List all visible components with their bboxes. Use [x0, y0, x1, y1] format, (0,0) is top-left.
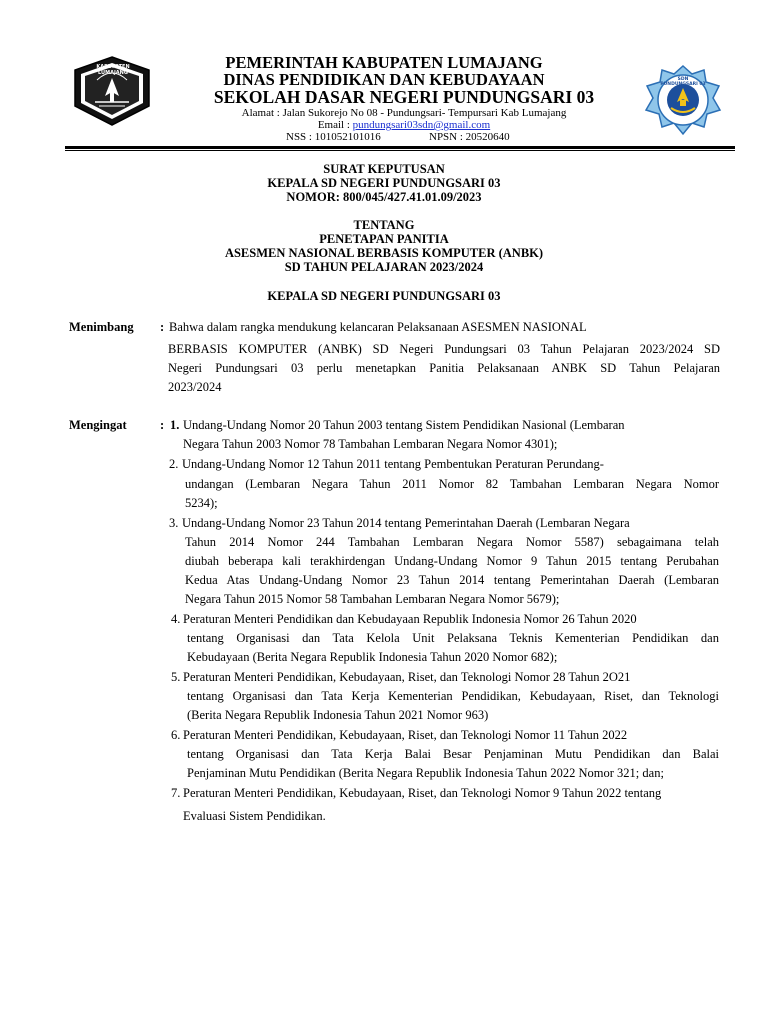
letterhead-address: Alamat : Jalan Sukorejo No 08 - Pundungsari- Tempursari Kab Lumajang — [241, 107, 567, 119]
mengingat-colon: : — [160, 418, 165, 432]
decree-subject-1: PENETAPAN PANITIA — [319, 232, 449, 246]
menimbang-colon: : — [160, 320, 165, 334]
mengingat-item-3-line-5: Negara Tahun 2015 Nomor 58 Tambahan Lembaran Negara Nomor 5679); — [185, 592, 560, 606]
mengingat-item-2-line-3: 5234); — [185, 496, 218, 510]
letterhead-nss: NSS : 101052101016 — [286, 131, 381, 143]
email-link[interactable]: pundungsari03sdn@gmail.com — [352, 119, 491, 131]
mengingat-item-5-line-1: Peraturan Menteri Pendidikan, Kebudayaan, Riset, dan Teknologi Nomor 28 Tahun 2O21 — [183, 670, 631, 684]
menimbang-line-1: Bahwa dalam rangka mendukung kelancaran Pelaksanaan ASESMEN NASIONAL — [169, 320, 587, 334]
mengingat-item-7-line-1: Peraturan Menteri Pendidikan, Kebudayaan, Riset, dan Teknologi Nomor 9 Tahun 2022 tentang — [183, 786, 662, 800]
menimbang-line-3: Negeri Pundungsari 03 perlu menetapkan Panitia Pelaksanaan ANBK SD Tahun Pelajaran — [168, 361, 720, 375]
mengingat-item-4-line-3: Kebudayaan (Berita Negara Republik Indonesia Tahun 2020 Nomor 682); — [187, 650, 558, 664]
menimbang-label: Menimbang — [69, 320, 134, 334]
mengingat-item-6-line-2: tentang Organisasi dan Tata Kerja Balai Besar Penjaminan Mutu Pendidikan dan Balai — [187, 747, 719, 761]
mengingat-label: Mengingat — [69, 418, 127, 432]
mengingat-item-4-number: 4. — [171, 612, 181, 626]
mengingat-item-3-line-2: Tahun 2014 Nomor 244 Tambahan Lembaran Negara Nomor 5587) sebagaimana telah — [185, 535, 719, 549]
mengingat-item-3-line-4: Kedua Atas Undang-Undang Nomor 23 Tahun 2014 tentang Pemerintahan Daerah (Lembaran — [185, 573, 719, 587]
letterhead-government: PEMERINTAH KABUPATEN LUMAJANG — [225, 53, 543, 72]
mengingat-item-2-number: 2. — [169, 457, 179, 471]
mengingat-item-6-line-3: Penjaminan Mutu Pendidikan (Berita Negara Republik Indonesia Tahun 2022 Nomor 321; dan; — [187, 766, 664, 780]
right-logo-text: SDN PUNDUNGSARI 03 — [660, 77, 706, 87]
mengingat-item-2-line-1: Undang-Undang Nomor 12 Tahun 2011 tentang Pembentukan Peraturan Perundang- — [182, 457, 604, 471]
left-logo-text: KABUPATEN LUMAJANG — [96, 64, 130, 76]
decree-subject-2: ASESMEN NASIONAL BERBASIS KOMPUTER (ANBK) — [224, 246, 544, 260]
mengingat-item-3-line-3: diubah beberapa kali terakhirdengan Undang-Undang Nomor 9 Tahun 2015 tentang Perubahan — [185, 554, 719, 568]
letterhead-rule-thick — [65, 146, 735, 149]
decree-subject-3: SD TAHUN PELAJARAN 2023/2024 — [284, 260, 484, 274]
letterhead-department: DINAS PENDIDIKAN DAN KEBUDAYAAN — [223, 70, 545, 89]
mengingat-item-4-line-2: tentang Organisasi dan Tata Kelola Unit Pelaksana Teknis Kementerian Pendidikan dan — [187, 631, 719, 645]
mengingat-item-1-line-1: Undang-Undang Nomor 20 Tahun 2003 tentang Sistem Pendidikan Nasional (Lembaran — [183, 418, 625, 432]
mengingat-item-1-line-2: Negara Tahun 2003 Nomor 78 Tambahan Lembaran Negara Nomor 4301); — [183, 437, 558, 451]
mengingat-item-7-number: 7. — [171, 786, 181, 800]
menimbang-line-2: BERBASIS KOMPUTER (ANBK) SD Negeri Pundungsari 03 Tahun Pelajaran 2023/2024 SD — [168, 342, 720, 356]
email-label: Email : — [317, 119, 353, 131]
mengingat-item-7-line-2: Evaluasi Sistem Pendidikan. — [183, 809, 326, 823]
mengingat-item-5-line-2: tentang Organisasi dan Tata Kerja Kementerian Pendidikan, Kebudayaan, Riset, dan Teknologi — [187, 689, 719, 703]
mengingat-item-5-number: 5. — [171, 670, 181, 684]
decree-issuer-heading: KEPALA SD NEGERI PUNDUNGSARI 03 — [267, 176, 501, 190]
decree-tentang: TENTANG — [353, 218, 415, 232]
letterhead-rule-thin — [65, 150, 735, 151]
mengingat-item-2-line-2: undangan (Lembaran Negara Tahun 2011 Nomor 82 Tambahan Lembaran Negara Nomor — [185, 477, 719, 491]
mengingat-item-3-line-1: Undang-Undang Nomor 23 Tahun 2014 tentang Pemerintahan Daerah (Lembaran Negara — [182, 516, 630, 530]
mengingat-item-5-line-3: (Berita Negara Republik Indonesia Tahun 2021 Nomor 963) — [187, 708, 489, 722]
letterhead-school-name: SEKOLAH DASAR NEGERI PUNDUNGSARI 03 — [213, 87, 595, 107]
decree-title: SURAT KEPUTUSAN — [323, 162, 445, 176]
letterhead-email-line — [20, 119, 768, 131]
letterhead-npsn: NPSN : 20520640 — [429, 131, 510, 143]
mengingat-item-1-number: 1. — [170, 418, 180, 432]
menimbang-line-4: 2023/2024 — [168, 380, 222, 394]
decree-issuer: KEPALA SD NEGERI PUNDUNGSARI 03 — [267, 289, 501, 303]
mengingat-item-3-number: 3. — [169, 516, 179, 530]
mengingat-item-6-number: 6. — [171, 728, 181, 742]
mengingat-item-4-line-1: Peraturan Menteri Pendidikan dan Kebudayaan Republik Indonesia Nomor 26 Tahun 2020 — [183, 612, 637, 626]
decree-number: NOMOR: 800/045/427.41.01.09/2023 — [286, 190, 482, 204]
mengingat-item-6-line-1: Peraturan Menteri Pendidikan, Kebudayaan, Riset, dan Teknologi Nomor 11 Tahun 2022 — [183, 728, 628, 742]
